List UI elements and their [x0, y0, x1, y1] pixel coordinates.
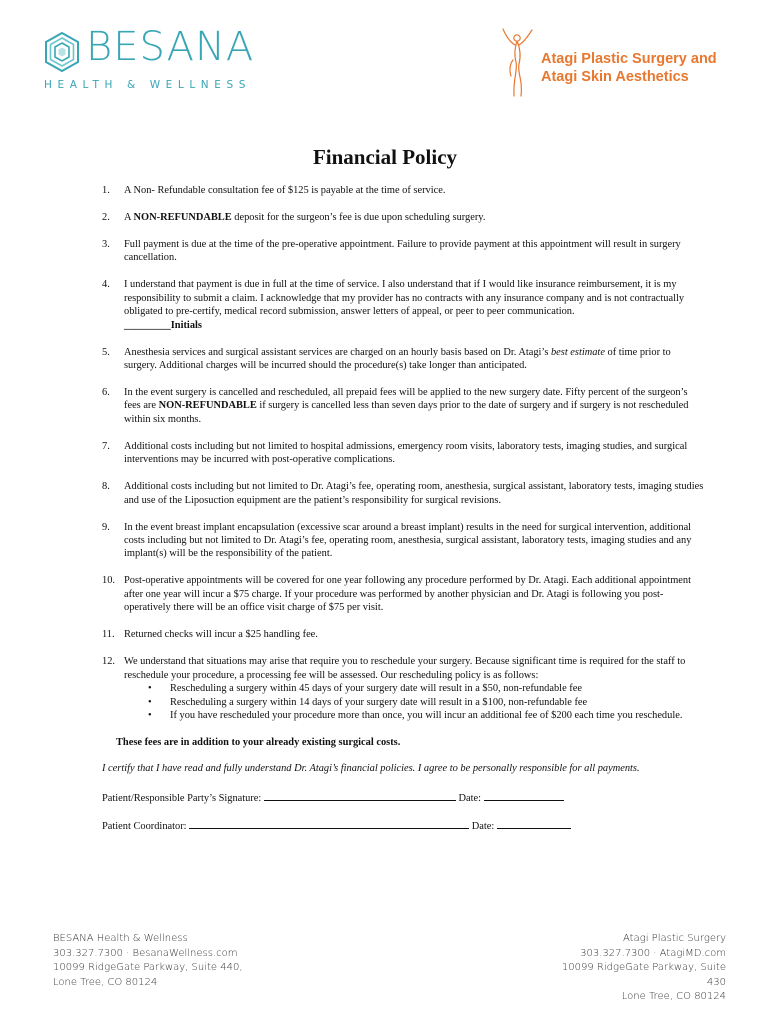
item-number: 3. [102, 239, 110, 250]
bullet-item: • Rescheduling a surgery within 45 days of your surgery date will result in a $50, non-refundable fee [124, 682, 704, 695]
besana-logo [44, 24, 284, 96]
footer-address: 10099 RidgeGate Parkway, Suite 440, [53, 962, 243, 973]
initials-blank[interactable]: _________ [124, 319, 171, 331]
item-text: I understand that payment is due in full at the time of service. I also understand that if I would like insurance reimbursement, it is my responsibility to submit a claim. I acknowledge that my provider has no contracts with any insurance company and is not contractually obligated to pre-certify, medical record submission, answer letters of appeal, or peer to peer communication. [124, 279, 685, 318]
item-text: Additional costs including but not limited to hospital admissions, emergency room visits, laboratory tests, imaging studies, and surgical interventions may be incurred with post-operative complications. [124, 440, 688, 466]
reschedule-bullets [124, 682, 704, 722]
policy-item [102, 521, 704, 561]
certification-statement: I certify that I have read and fully understand Dr. Atagi’s financial policies. I agree to be personally responsible for all payments. [102, 763, 640, 774]
policy-item [102, 184, 704, 197]
atagi-name-line2: Atagi Skin Aesthetics [541, 69, 689, 85]
coordinator-row [102, 818, 571, 832]
footer-atagi-address [540, 932, 726, 1005]
initials-label: Initials [170, 319, 202, 331]
item-number: 10. [102, 575, 115, 587]
item-number: 6. [102, 387, 110, 399]
item-text: In the event breast implant encapsulation (excessive scar around a breast implant) results in the need for surgical intervention, additional costs including but not limited to Dr. Atagi’s fee, operating room, anesthesia, surgical assistant, laboratory tests, imaging studies and any implant(s) will be the responsibility of the patient. [124, 521, 692, 560]
policy-item [102, 628, 704, 641]
atagi-name-line1: Atagi Plastic Surgery and [541, 51, 717, 67]
policy-item [102, 440, 704, 467]
hexagon-logo-icon [44, 32, 80, 72]
policy-item [102, 211, 704, 224]
item-text: Returned checks will incur a $25 handling fee. [124, 629, 318, 641]
atagi-logo [496, 26, 736, 98]
page-title: Financial Policy [312, 145, 458, 169]
policy-list [102, 184, 704, 722]
footer-name: Atagi Plastic Surgery [623, 933, 726, 944]
footer-city: Lone Tree, CO 80124 [53, 976, 158, 988]
coordinator-label: Patient Coordinator: [102, 821, 187, 832]
item-text: A Non- Refundable consultation fee of $125 is payable at the time of service. [124, 185, 446, 196]
item-number: 11. [102, 629, 115, 641]
signature-date-field[interactable] [484, 790, 564, 801]
policy-item [102, 238, 704, 265]
besana-wordmark: BESANA [86, 24, 255, 70]
footer-city: Lone Tree, CO 80124 [621, 991, 726, 1002]
footer-besana-address [53, 932, 243, 990]
item-text: deposit for the surgeon’s fee is due upon scheduling surgery. [231, 212, 486, 223]
policy-item [102, 278, 704, 332]
item-number: 8. [102, 481, 110, 493]
item-text: A [124, 212, 134, 223]
signature-field[interactable] [264, 790, 456, 801]
date-label: Date: [458, 793, 482, 804]
coordinator-date-field[interactable] [497, 818, 571, 829]
bullet-item: • Rescheduling a surgery within 14 days of your surgery date will result in a $100, non-refundable fee [124, 696, 704, 709]
item-text: Additional costs including but not limited to Dr. Atagi’s fee, operating room, anesthesia, surgical assistant, laboratory tests, imaging studies and use of the Liposuction equipment are the patient’s responsibility for surgical revisions. [124, 481, 704, 506]
item-emphasis: NON-REFUNDABLE [158, 400, 257, 412]
policy-item [102, 386, 704, 426]
item-number: 2. [102, 212, 110, 223]
item-text: of time prior to surgery. Additional charges will be incurred should the procedure(s) take longer than anticipated. [124, 346, 671, 372]
figure-silhouette-icon [496, 26, 538, 98]
item-emphasis: NON-REFUNDABLE [133, 212, 232, 223]
footer-address: 10099 RidgeGate Parkway, Suite 430 [561, 962, 726, 988]
item-number: 4. [102, 279, 110, 291]
policy-item [102, 346, 704, 373]
surgical-costs-note: These fees are in addition to your already existing surgical costs. [116, 737, 401, 748]
policy-item [102, 655, 704, 722]
item-number: 1. [102, 185, 110, 196]
policy-item [102, 574, 704, 614]
item-number: 12. [102, 656, 115, 668]
item-number: 9. [102, 521, 110, 533]
policy-item [102, 480, 704, 507]
footer-contact: 303.327.7300 · AtagiMD.com [580, 947, 726, 959]
item-text: Full payment is due at the time of the pre-operative appointment. Failure to provide payment at this appointment will result in surgery cancellation. [124, 239, 681, 264]
item-text: Post-operative appointments will be covered for one year following any procedure performed by Dr. Atagi. Each additional appointment after one year will incur a $75 charge. If your procedure was performed by another physician and Dr. Atagi is following you post-operatively there will be an office visit charge of $75 per visit. [124, 575, 691, 614]
item-text: We understand that situations may arise that require you to reschedule your surgery. Because significant time is required for the staff to reschedule your procedure, a processing fee will be assessed. Our rescheduling policy is as follows: [124, 656, 686, 681]
item-text: Anesthesia services and surgical assistant services are charged on an hourly basis based on Dr. Atagi’s [124, 346, 551, 358]
item-number: 5. [102, 346, 110, 358]
coordinator-field[interactable] [189, 818, 469, 829]
signature-row [102, 790, 564, 804]
item-text: if surgery is cancelled less than seven days prior to the date of surgery and if surgery is not rescheduled within six months. [124, 400, 689, 425]
item-emphasis: best estimate [550, 346, 605, 358]
footer-name: BESANA Health & Wellness [53, 933, 188, 944]
bullet-item: • If you have rescheduled your procedure more than once, you will incur an additional fee of $200 each time you reschedule. [124, 709, 704, 722]
item-text: In the event surgery is cancelled and rescheduled, all prepaid fees will be applied to the new surgery date. Fifty percent of the surgeon’s fees are [124, 387, 688, 412]
signature-label: Patient/Responsible Party’s Signature: [102, 793, 262, 804]
besana-tagline: HEALTH & WELLNESS [44, 79, 252, 91]
date-label: Date: [471, 821, 495, 832]
footer-contact: 303.327.7300 · BesanaWellness.com [53, 947, 238, 959]
item-number: 7. [102, 440, 110, 452]
